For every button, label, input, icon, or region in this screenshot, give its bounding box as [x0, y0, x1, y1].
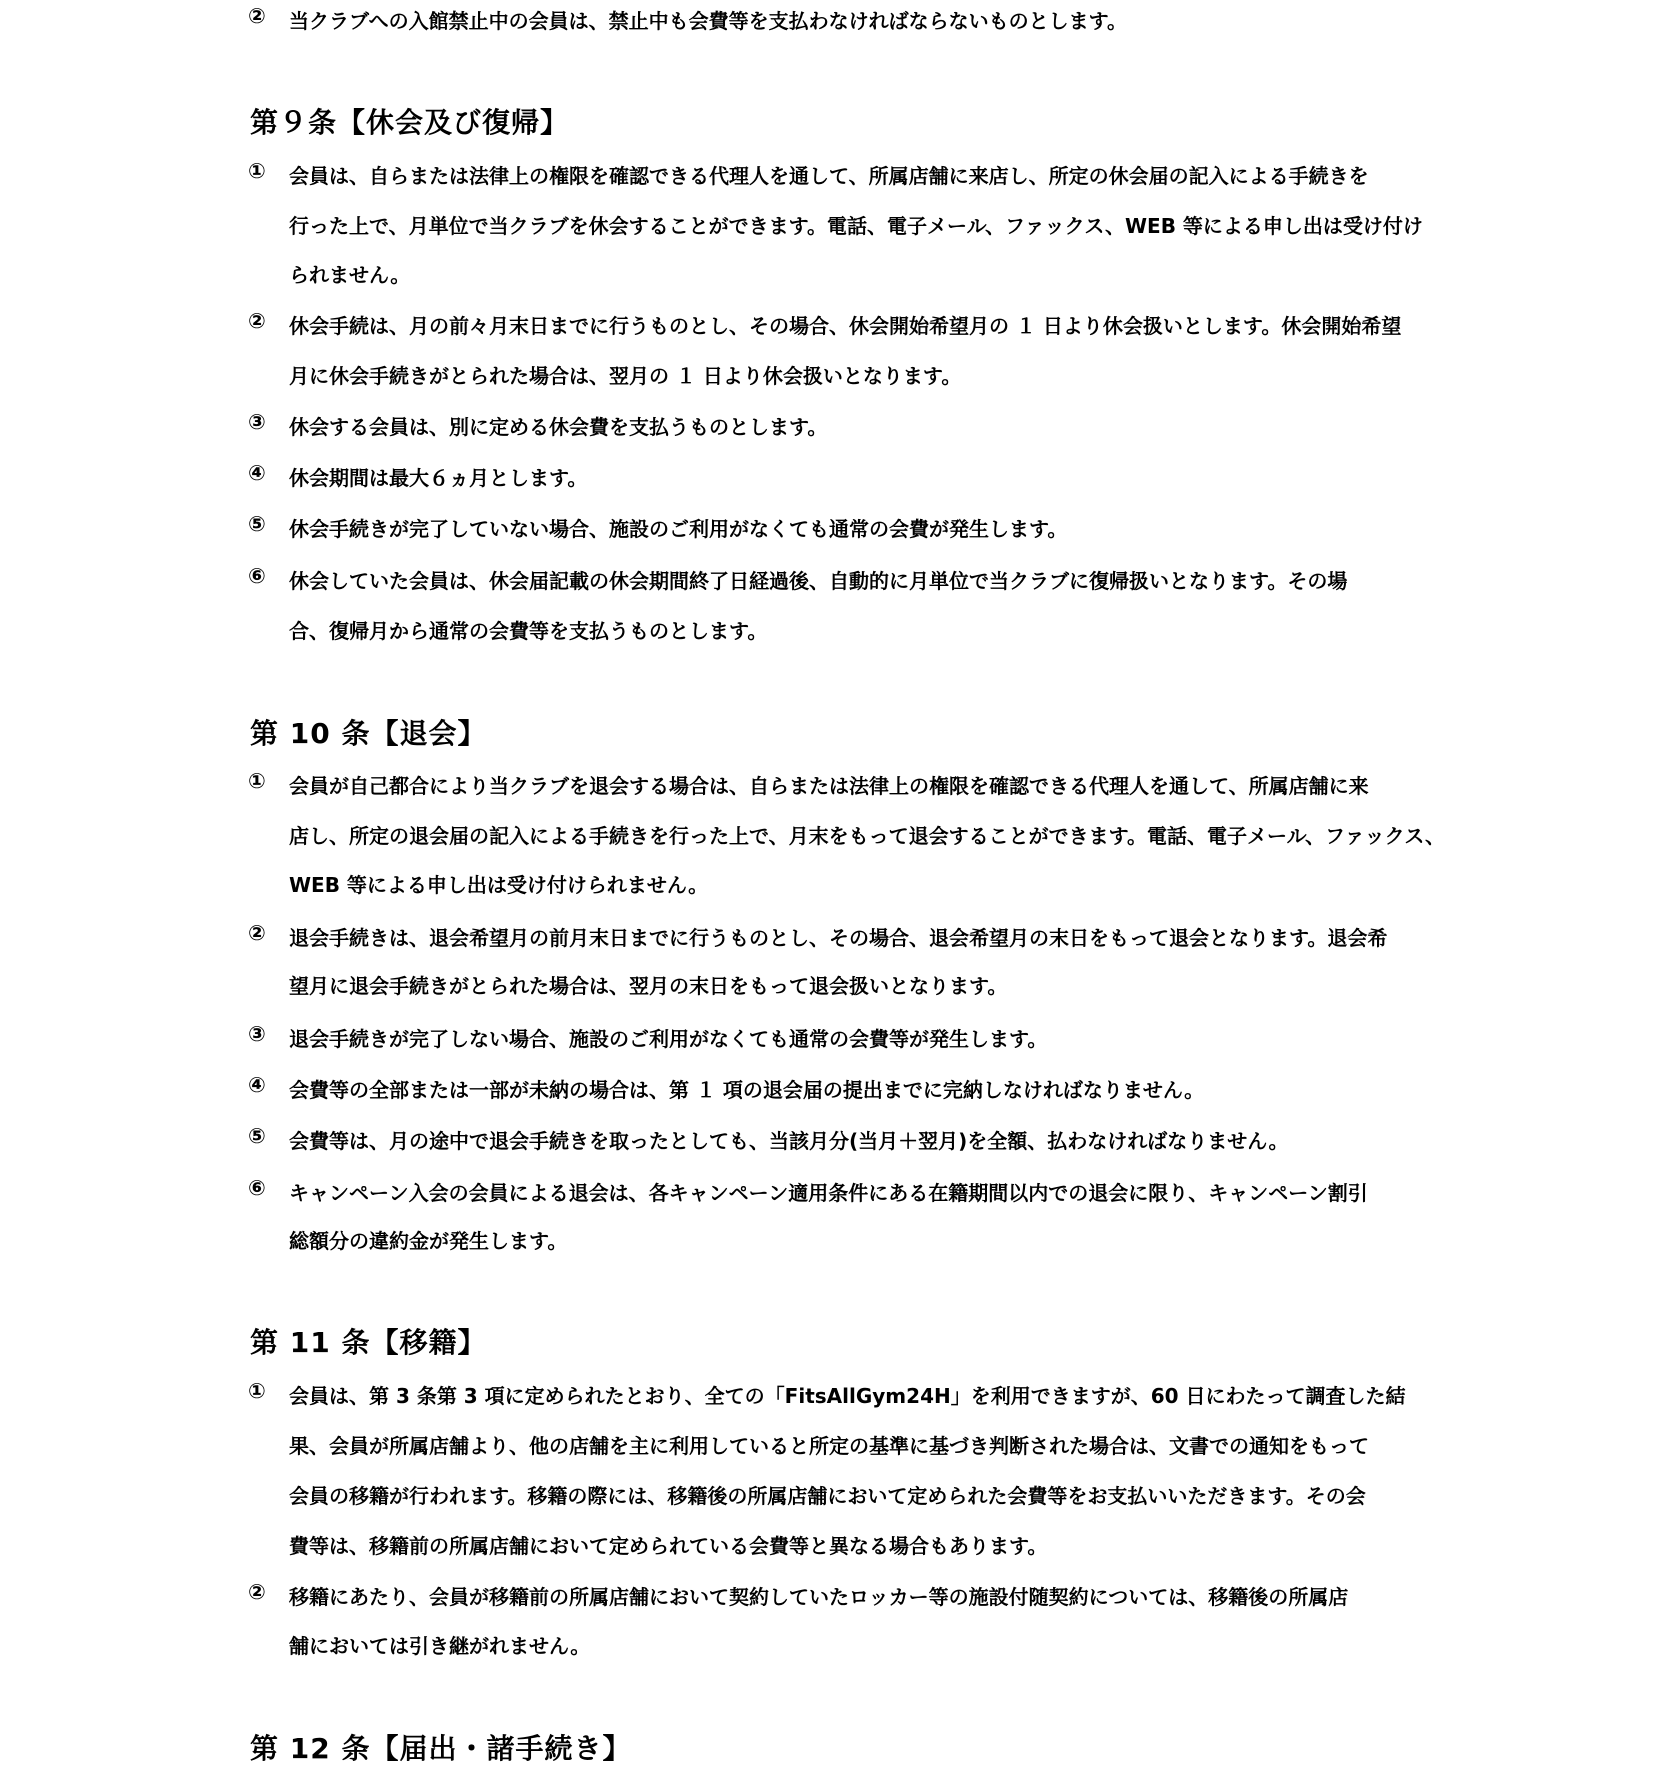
item-number: ③	[248, 410, 266, 434]
item-text-line: 会員は、第 3 条第 3 項に定められたとおり、全ての「FitsAllGym24H」を利用できますが、60 日にわたって調査した結	[289, 1384, 1406, 1408]
article-11-heading: 第 11 条【移籍】	[250, 1326, 487, 1359]
item-number: ⑥	[248, 1176, 266, 1200]
article-12-heading: 第 12 条【届出・諸手続き】	[250, 1732, 632, 1765]
item-text-line: 会員は、自らまたは法律上の権限を確認できる代理人を通して、所属店舗に来店し、所定の休会届の記入による手続きを	[289, 164, 1369, 188]
item-number: ⑤	[248, 512, 266, 536]
item-text-line: られません。	[289, 263, 411, 287]
item-number: ②	[248, 1580, 266, 1604]
item-text-line: 店し、所定の退会届の記入による手続きを行った上で、月末をもって退会することができます。電話、電子メール、ファックス、	[289, 824, 1445, 848]
article-10-heading: 第 10 条【退会】	[250, 717, 487, 750]
item-number: ①	[248, 769, 266, 793]
item-number: ④	[248, 1073, 266, 1097]
item-text-line: 休会手続は、月の前々月末日までに行うものとし、その場合、休会開始希望月の １ 日より休会扱いとします。休会開始希望	[289, 314, 1402, 338]
item-text-line: 舗においては引き継がれません。	[289, 1634, 591, 1658]
item-number: ④	[248, 461, 266, 485]
article-9-heading: 第９条【休会及び復帰】	[250, 106, 570, 139]
item-number: ②	[248, 309, 266, 333]
item-number: ③	[248, 1022, 266, 1046]
item-text-line: キャンペーン入会の会員による退会は、各キャンペーン適用条件にある在籍期間以内での退会に限り、キャンペーン割引	[289, 1181, 1368, 1205]
item-number: ⑥	[248, 564, 266, 588]
item-number: ①	[248, 1379, 266, 1403]
item-text-line: 退会手続きは、退会希望月の前月末日までに行うものとし、その場合、退会希望月の末日をもって退会となります。退会希	[289, 926, 1388, 950]
item-text-line: 会費等は、月の途中で退会手続きを取ったとしても、当該月分(当月＋翌月)を全額、払わなければなりません。	[289, 1129, 1289, 1153]
item-number: ②	[248, 4, 266, 28]
item-text-line: WEB 等による申し出は受け付けられません。	[289, 873, 709, 897]
item-text-line: 月に休会手続きがとられた場合は、翌月の １ 日より休会扱いとなります。	[289, 364, 962, 388]
item-text-line: 休会する会員は、別に定める休会費を支払うものとします。	[289, 415, 828, 439]
item-text-line: 当クラブへの入館禁止中の会員は、禁止中も会費等を支払わなければならないものとします。	[289, 9, 1127, 33]
item-text-line: 休会手続きが完了していない場合、施設のご利用がなくても通常の会費が発生します。	[289, 517, 1068, 541]
item-text-line: 望月に退会手続きがとられた場合は、翌月の末日をもって退会扱いとなります。	[289, 974, 1008, 998]
item-text-line: 費等は、移籍前の所属店舗において定められている会費等と異なる場合もあります。	[289, 1534, 1048, 1558]
item-text-line: 休会していた会員は、休会届記載の休会期間終了日経過後、自動的に月単位で当クラブに復帰扱いとなります。その場	[289, 569, 1348, 593]
item-text-line: 退会手続きが完了しない場合、施設のご利用がなくても通常の会費等が発生します。	[289, 1027, 1048, 1051]
item-number: ①	[248, 159, 266, 183]
item-text-line: 行った上で、月単位で当クラブを休会することができます。電話、電子メール、ファックス、WEB 等による申し出は受け付け	[289, 214, 1423, 238]
item-text-line: 総額分の違約金が発生します。	[289, 1229, 568, 1253]
item-text-line: 会員が自己都合により当クラブを退会する場合は、自らまたは法律上の権限を確認できる代理人を通して、所属店舗に来	[289, 774, 1369, 798]
item-text-line: 合、復帰月から通常の会費等を支払うものとします。	[289, 619, 768, 643]
item-text-line: 移籍にあたり、会員が移籍前の所属店舗において契約していたロッカー等の施設付随契約については、移籍後の所属店	[289, 1585, 1349, 1609]
item-text-line: 休会期間は最大６ヵ月とします。	[289, 466, 588, 490]
item-number: ⑤	[248, 1124, 266, 1148]
item-text-line: 果、会員が所属店舗より、他の店舗を主に利用していると所定の基準に基づき判断された場合は、文書での通知をもって	[289, 1434, 1369, 1458]
item-text-line: 会員の移籍が行われます。移籍の際には、移籍後の所属店舗において定められた会費等をお支払いいただきます。その会	[289, 1484, 1366, 1508]
item-number: ②	[248, 921, 266, 945]
item-text-line: 会費等の全部または一部が未納の場合は、第 １ 項の退会届の提出までに完納しなければなりません。	[289, 1078, 1205, 1102]
